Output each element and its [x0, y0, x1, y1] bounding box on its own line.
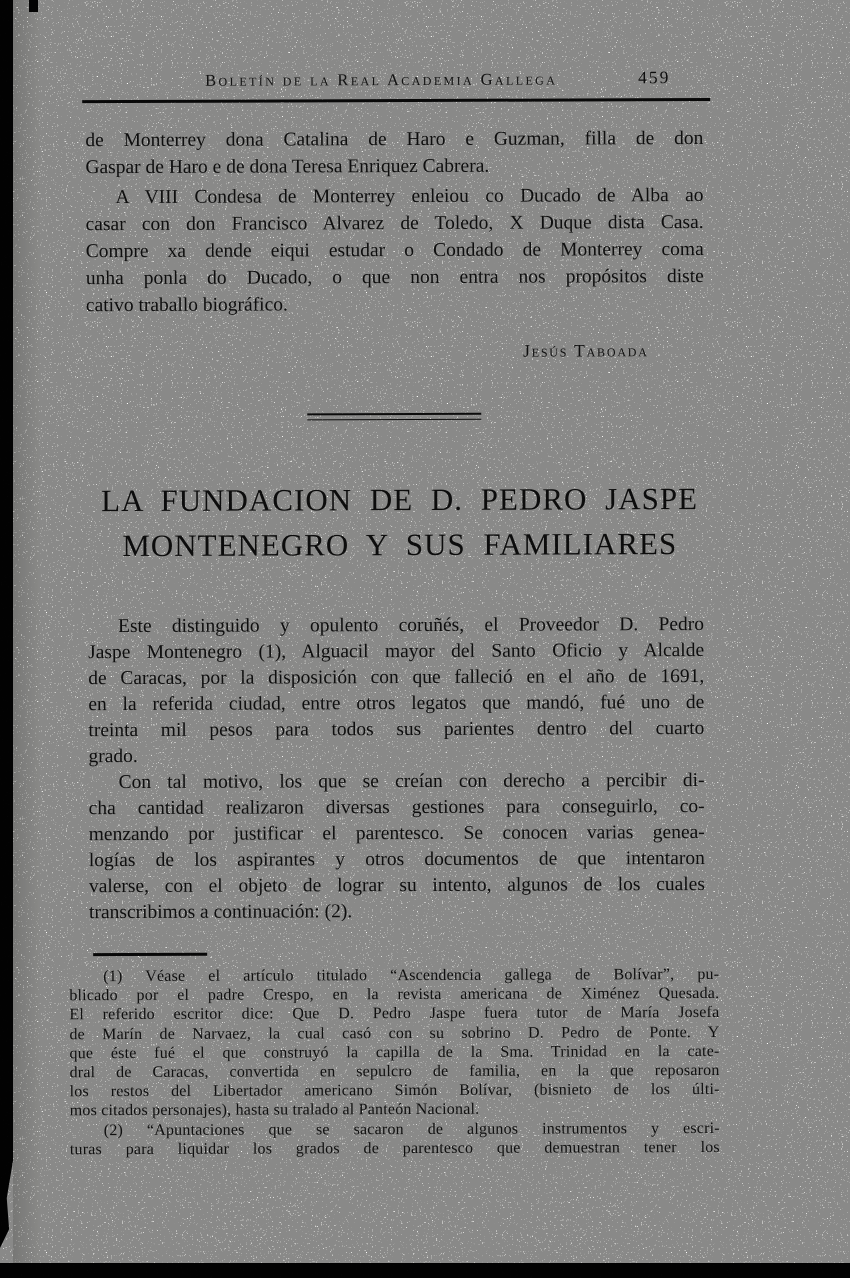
section-separator-rule [307, 413, 481, 421]
author-signature: Jesús Taboada [523, 340, 649, 361]
article-paragraph-line: Con tal motivo, los que se creían con derecho a percibir di- [118, 770, 705, 794]
closing-paragraph-line: cativo traballo biográfico. [85, 294, 288, 317]
article-paragraph-2 [89, 768, 706, 926]
scan-edge-shadow [13, 0, 41, 1278]
scan-bottom-black-bar [0, 1263, 850, 1278]
article-paragraph-line: treinta mil pesos para todos sus parientes dentro del cuarto [88, 718, 705, 742]
closing-article-text [85, 125, 704, 319]
footnote-2 [70, 1119, 720, 1160]
article-paragraph-1 [88, 612, 705, 770]
article-title [60, 476, 740, 568]
scan-corner-mark [29, 0, 38, 12]
article-paragraph-line: logías de los aspirantes y otros documentos de que intentaron [88, 848, 705, 872]
scan-left-black-bar [0, 0, 13, 1248]
article-body-text [88, 612, 705, 926]
article-title-line-2: MONTENEGRO Y SUS FAMILIARES [122, 526, 678, 564]
closing-paragraph-1 [85, 125, 703, 181]
footnote-line: (1) Véase el artículo titulado “Ascendencia gallega de Bolívar”, pu- [103, 965, 720, 986]
article-title-line-1: LA FUNDACION DE D. PEDRO JASPE [101, 481, 699, 519]
closing-paragraph-line: A VIII Condesa de Monterrey enleiou co Ducado de Alba ao [115, 185, 704, 209]
closing-paragraph-line: de Monterrey dona Catalina de Haro e Guzman, filla de don [85, 128, 704, 152]
article-paragraph-line: de Caracas, por la disposición con que falleció en el año de 1691, [88, 666, 705, 690]
article-paragraph-line: en la referida ciudad, entre otros legatos que mandó, fué uno de [88, 692, 705, 716]
footnote-line: turas para liquidar los grados de parentesco que demuestran tener los [69, 1138, 720, 1159]
closing-paragraph-line: Gaspar de Haro e de dona Teresa Enriquez Cabrera. [85, 155, 490, 179]
footnote-line: que éste fué el que construyó la capilla de la Sma. Trinidad en la cate- [69, 1042, 720, 1063]
footnote-line: blicado por el padre Crespo, en la revista americana de Ximénez Quesada. [69, 985, 720, 1005]
footnote-line: los restos del Libertador americano Simón Bolívar, (bisnieto de los últi- [69, 1081, 720, 1101]
article-paragraph-line: Jaspe Montenegro (1), Alguacil mayor del Santo Oficio y Alcalde [88, 640, 705, 664]
journal-header-title: Boletín de la Real Academia Gallega [205, 69, 558, 90]
header-rule [82, 98, 710, 103]
footnote-line: El referido escritor dice: Que D. Pedro Jaspe fuera tutor de María Josefa [69, 1004, 720, 1024]
article-paragraph-line: menzando por justificar el parentesco. Se conocen varias genea- [88, 822, 705, 846]
footnote-line: de Marín de Narvaez, la cual casó con su sobrino D. Pedro de Ponte. Y [69, 1023, 720, 1043]
closing-paragraph-line: Compre xa dende eiqui estudar o Condado de Monterrey coma [85, 239, 704, 263]
article-paragraph-line: grado. [88, 745, 138, 768]
footnote-1 [69, 965, 720, 1121]
footnote-separator-rule [93, 953, 207, 956]
article-paragraph-line: transcribimos a continuación: (2). [88, 901, 353, 924]
footnote-line: (2) “Apuntaciones que se sacaron de algunos instrumentos y escri- [103, 1119, 720, 1139]
closing-paragraph-2 [85, 182, 703, 319]
closing-paragraph-line: casar con don Francisco Alvarez de Toledo, X Duque dista Casa. [85, 212, 704, 236]
footnote-line: mos citados personajes), hasta su tralado al Panteón Nacional. [69, 1101, 480, 1120]
article-paragraph-line: Este distinguido y opulento coruñés, el Proveedor D. Pedro [117, 614, 705, 638]
article-paragraph-line: cha cantidad realizaron diversas gestiones para conseguirlo, co- [88, 796, 705, 820]
footnotes-text [69, 965, 720, 1159]
footnote-line: dral de Caracas, convertida en sepulcro de familia, en la que reposaron [69, 1061, 720, 1082]
page-number: 459 [638, 67, 671, 88]
closing-paragraph-line: unha ponla do Ducado, o que non entra nos propósitos diste [85, 266, 704, 290]
article-paragraph-line: valerse, con el objeto de lograr su intento, algunos de los cuales [88, 874, 705, 898]
